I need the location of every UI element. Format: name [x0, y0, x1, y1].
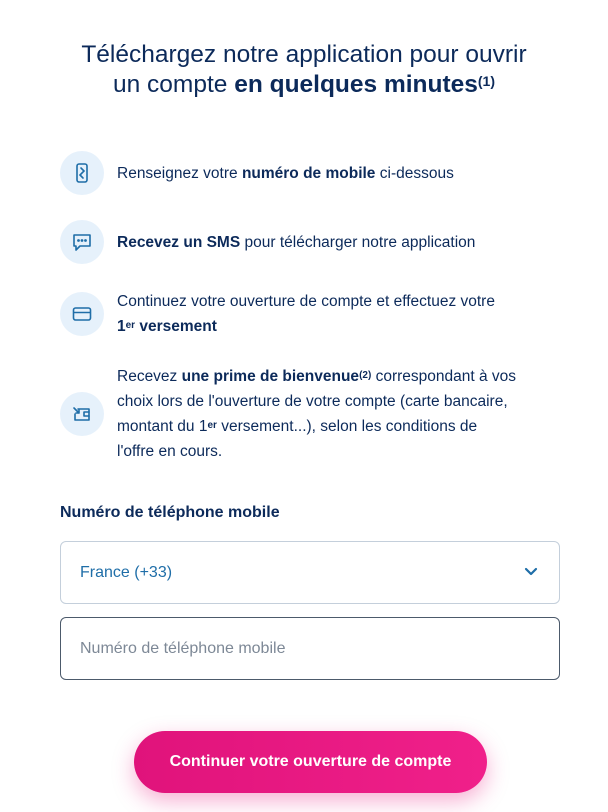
continue-button[interactable]: Continuer votre ouverture de compte — [134, 731, 487, 793]
step-first-deposit — [60, 289, 560, 339]
title-line-1: Téléchargez notre application pour ouvrir — [81, 41, 527, 68]
title-line-2: un compte en quelques minutes$^{(1)}$ — [112, 71, 496, 98]
step-2-text: Recevez un SMS pour télécharger notre application — [117, 234, 476, 251]
phone-input[interactable] — [60, 617, 560, 680]
step-welcome-bonus — [60, 364, 560, 464]
step-enter-number — [60, 151, 560, 195]
step-3-text: Continuez votre ouverture de compte et effectuez votre 1er versement — [117, 293, 495, 335]
step-receive-sms — [60, 220, 560, 264]
country-select[interactable] — [60, 541, 560, 604]
sms-icon — [60, 220, 104, 264]
country-select-value: France (+33) — [80, 563, 173, 581]
page-title — [0, 40, 608, 100]
wallet-icon — [60, 392, 104, 436]
card-icon — [60, 292, 104, 336]
smartphone-icon — [60, 151, 104, 195]
chevron-down-icon — [523, 564, 539, 582]
step-1-text: Renseignez votre numéro de mobile ci-dessous — [117, 165, 454, 182]
phone-label: Numéro de téléphone mobile — [60, 504, 280, 521]
step-4-text: Recevez une prime de bienvenue$^{(2)}$ correspondant à vos choix lors de l'ouverture de votre compte (carte bancaire, montant du 1er versement...), selon les conditions de l'offre en cours. — [117, 368, 517, 460]
